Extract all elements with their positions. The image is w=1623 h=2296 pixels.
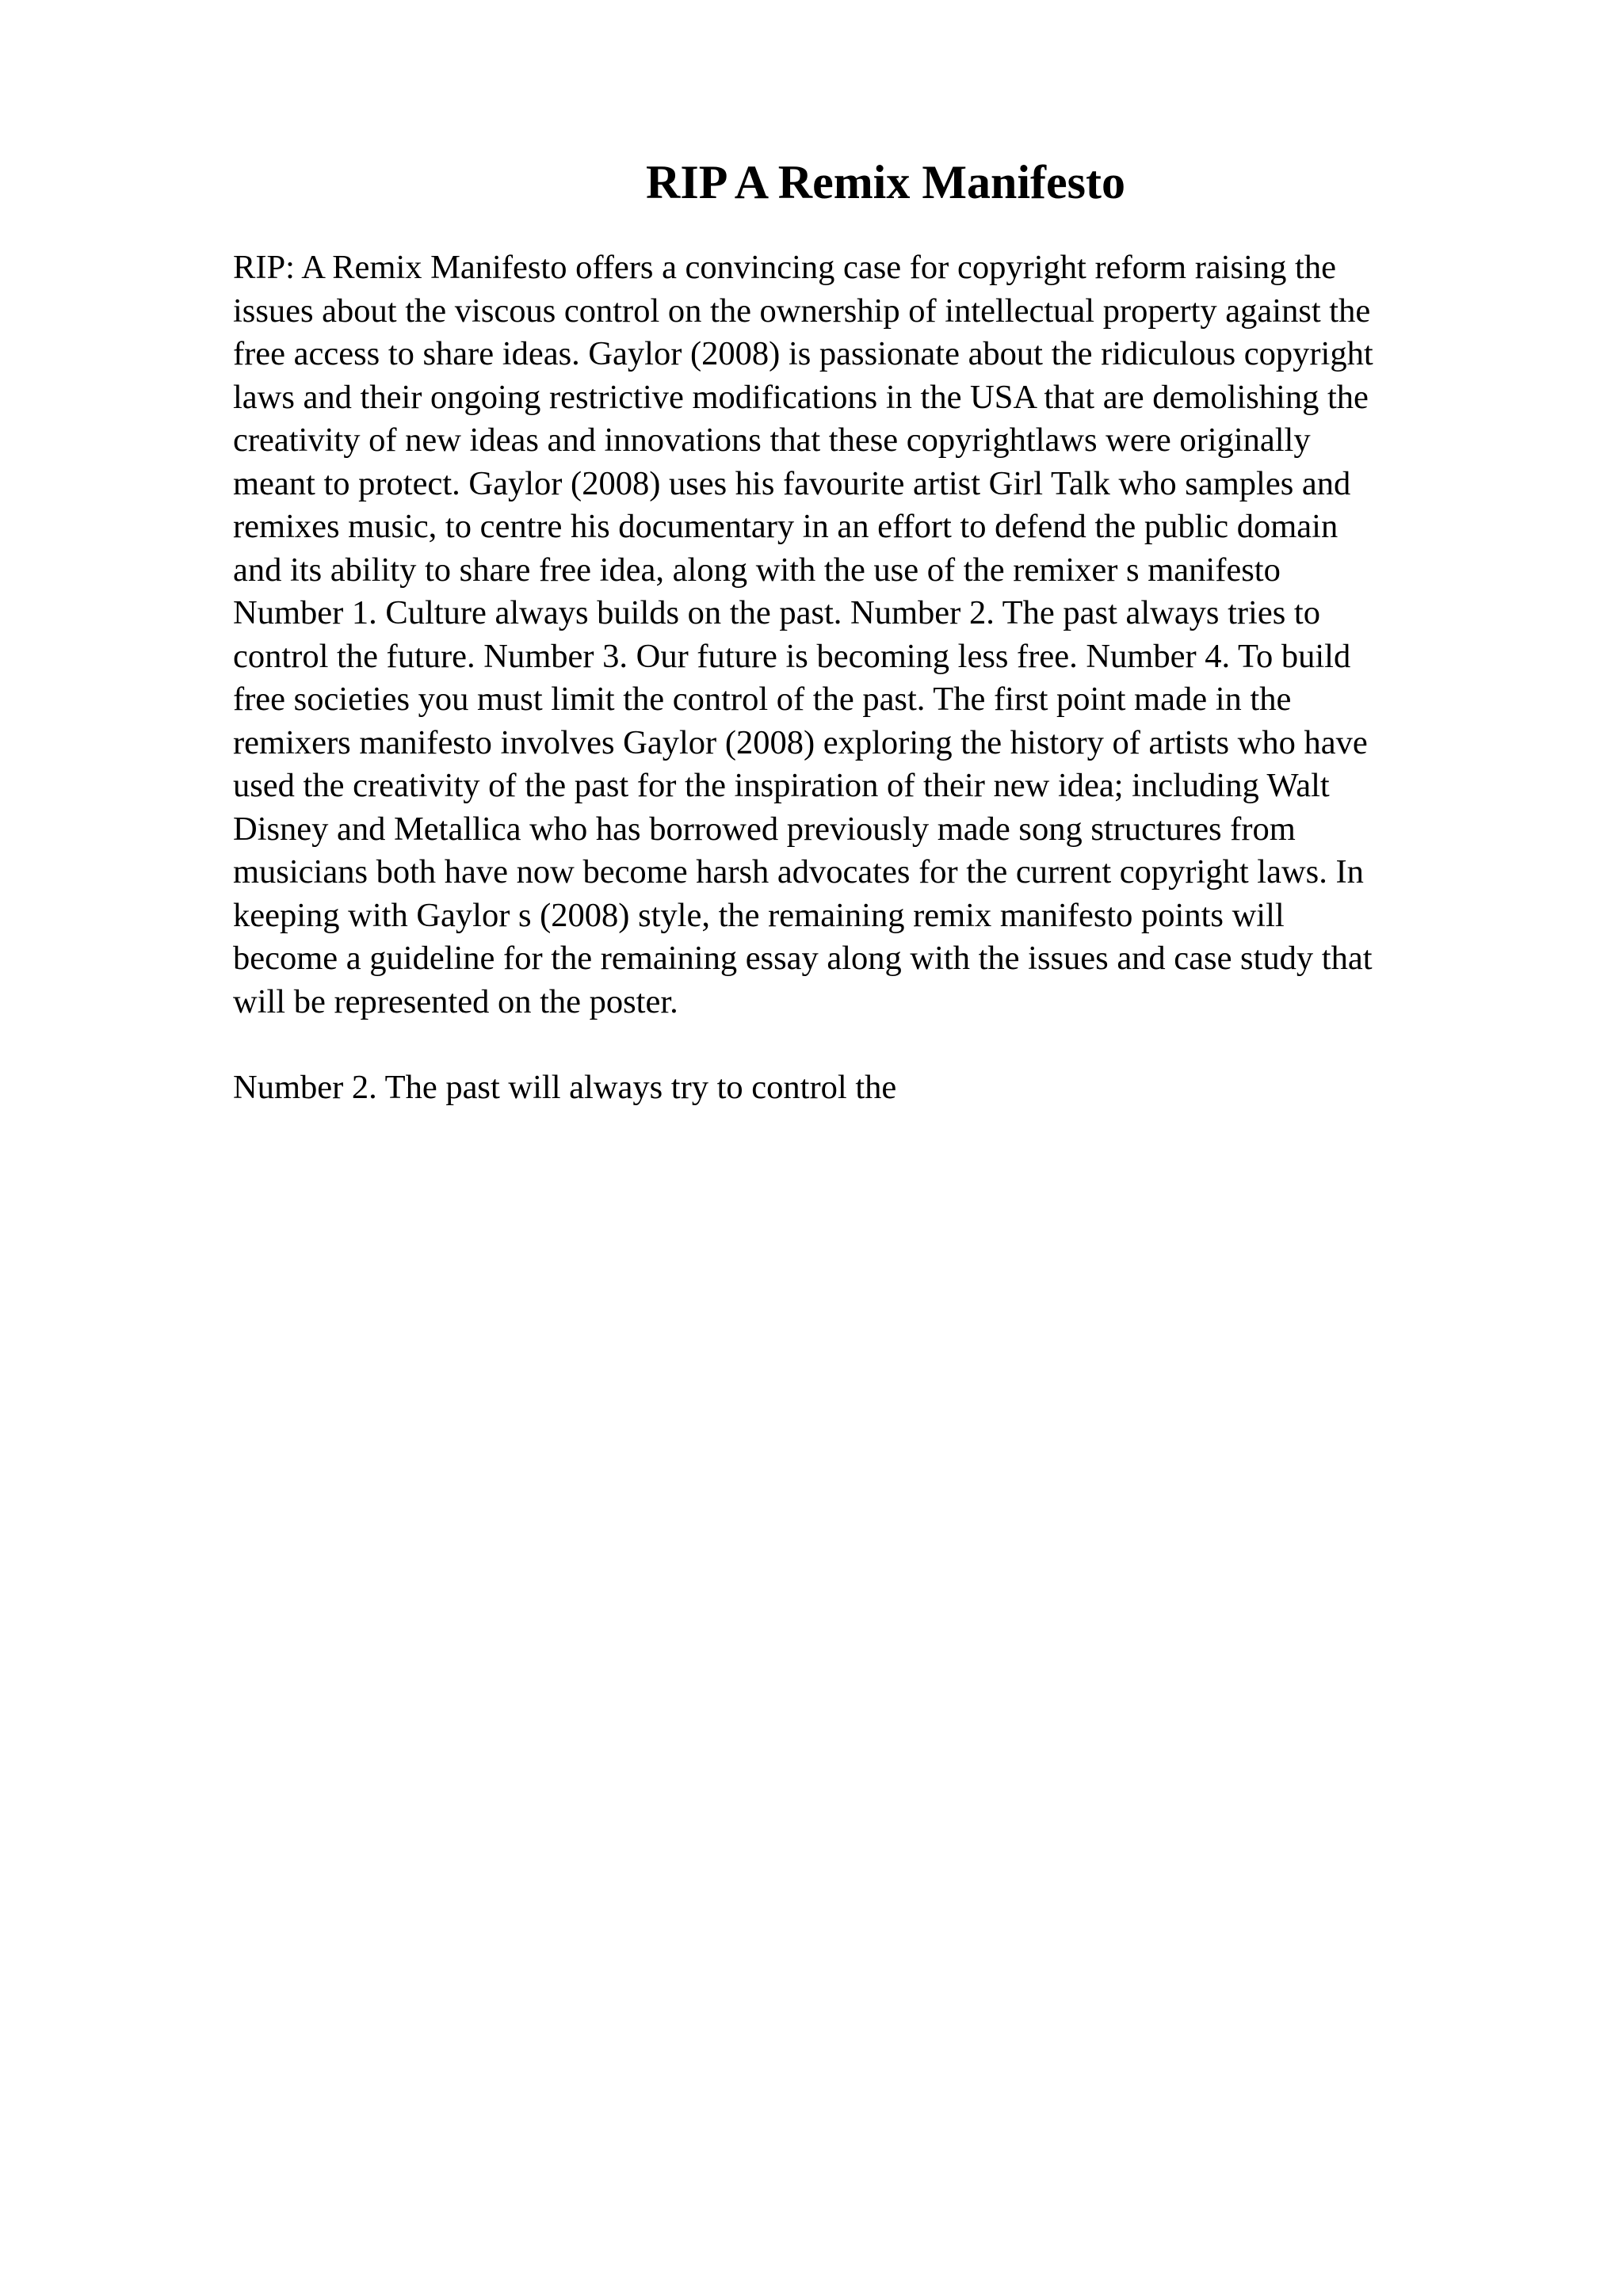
text-line: free access to share ideas. Gaylor (2008) is passionate about the ridiculous copyright: [233, 335, 1373, 372]
text-line: free societies you must limit the control of the past. The first point made in the: [233, 681, 1292, 718]
text-line: meant to protect. Gaylor (2008) uses his favourite artist Girl Talk who samples and: [233, 464, 1351, 502]
text-line: become a guideline for the remaining essay along with the issues and case study that: [233, 940, 1373, 977]
text-line: and its ability to share free idea, along with the use of the remixer s manifesto: [233, 551, 1281, 589]
text-line: musicians both have now become harsh advocates for the current copyright laws. In: [233, 853, 1364, 891]
text-line: remixes music, to centre his documentary in an effort to defend the public domain: [233, 508, 1338, 545]
text-line: keeping with Gaylor s (2008) style, the remaining remix manifesto points will: [233, 896, 1285, 934]
text-line: issues about the viscous control on the ownership of intellectual property against the: [233, 292, 1371, 330]
document-title: RIP A Remix Manifesto: [646, 156, 1125, 208]
text-line: RIP: A Remix Manifesto offers a convincing case for copyright reform raising the: [233, 249, 1336, 286]
text-line: control the future. Number 3. Our future is becoming less free. Number 4. To build: [233, 637, 1351, 675]
text-line: Disney and Metallica who has borrowed previously made song structures from: [233, 810, 1296, 848]
text-line: creativity of new ideas and innovations that these copyrightlaws were originally: [233, 421, 1311, 459]
text-line: will be represented on the poster.: [233, 982, 678, 1020]
text-line: laws and their ongoing restrictive modifications in the USA that are demolishing the: [233, 378, 1369, 416]
text-line: Number 1. Culture always builds on the past. Number 2. The past always tries to: [233, 594, 1320, 631]
body-paragraph-1: [233, 246, 1501, 1024]
text-line: Number 2. The past will always try to control the: [233, 1069, 897, 1106]
text-line: used the creativity of the past for the inspiration of their new idea; including Walt: [233, 767, 1330, 804]
body-paragraph-2: [233, 1066, 1501, 1110]
text-line: remixers manifesto involves Gaylor (2008) exploring the history of artists who have: [233, 723, 1368, 761]
